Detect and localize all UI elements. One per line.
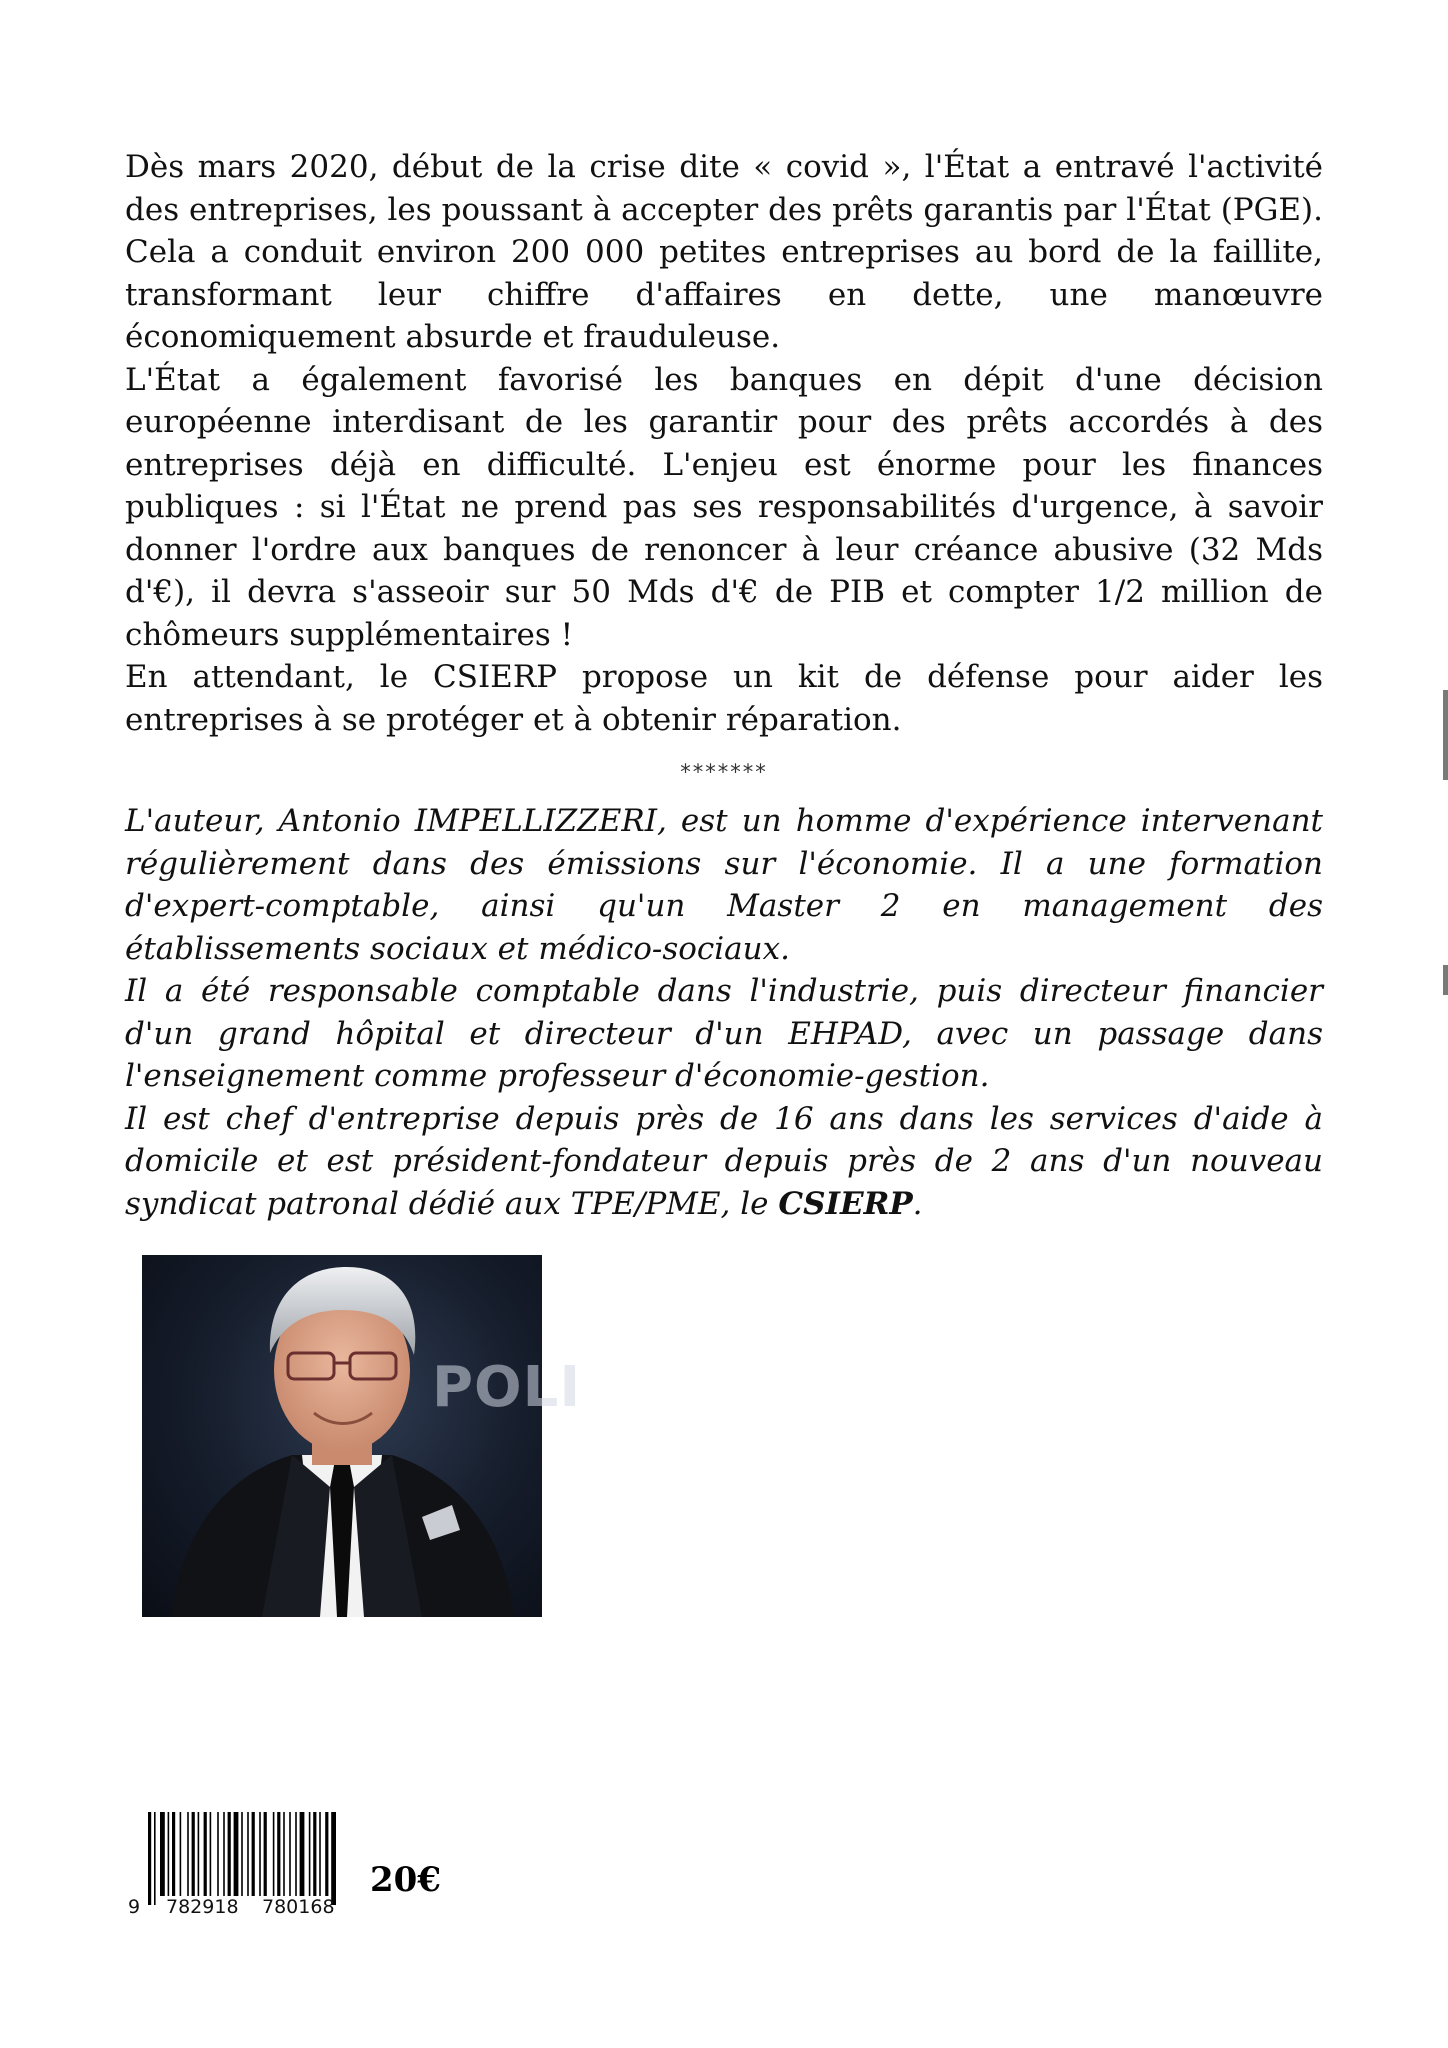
barcode-bar (313, 1812, 316, 1896)
summary-paragraph: Dès mars 2020, début de la crise dite « covid », l'État a entravé l'activité des entreprises, les poussant à accepter des prêts garantis par l'État (PGE). Cela a conduit environ 200 000 petites entreprises au bord de la faillite, transformant leur chiffre d'affaires en dette, une manœuvre économiquement absurde et frauduleuse. (125, 149, 1323, 355)
isbn-digit-first: 9 (128, 1896, 141, 1918)
isbn-digit-group: 780168 (262, 1896, 335, 1918)
edge-mark (1443, 965, 1448, 995)
barcode-bar (228, 1812, 231, 1896)
barcode-bar (198, 1812, 200, 1896)
author-photo (142, 1255, 582, 1617)
barcode-bar (192, 1812, 195, 1896)
barcode-bar (241, 1812, 243, 1896)
barcode-bar (204, 1812, 207, 1896)
isbn-digit-group: 782918 (166, 1896, 239, 1918)
barcode-bar (283, 1812, 285, 1896)
section-separator: ******* (680, 760, 768, 784)
barcode-bar (309, 1812, 311, 1896)
summary-paragraph: L'État a également favorisé les banques en dépit d'une décision européenne interdisant de les garantir pour des prêts accordés à des entreprises déjà en difficulté. L'enjeu est énorme pour les finances publiques : si l'État ne prend pas ses responsabilités d'urgence, à savoir donner l'ordre aux banques de renoncer à leur créance abusive (32 Mds d'€), il devra s'asseoir sur 50 Mds d'€ de PIB et compter 1/2 million de chômeurs supplémentaires ! (125, 361, 1323, 653)
barcode-bar (319, 1812, 321, 1896)
barcode-bar (252, 1812, 255, 1896)
summary-paragraph: En attendant, le CSIERP propose un kit de défense pour aider les entreprises à se protéger et à obtenir réparation. (125, 659, 1323, 738)
bio-text: Il est chef d'entreprise depuis près de 16 ans dans les services d'aide à domicile et est président-fondateur depuis près de 2 ans d'un nouveau syndicat patronal dédié aux TPE/PME, le (125, 1100, 1323, 1222)
barcode-bar (264, 1812, 267, 1896)
bio-text-end: . (912, 1185, 923, 1222)
barcode-bar (247, 1812, 249, 1896)
summary-text (125, 146, 1323, 741)
barcode-bar (187, 1812, 189, 1896)
author-portrait-illustration (142, 1255, 542, 1617)
barcode-bar (210, 1812, 212, 1896)
bio-paragraph: Il a été responsable comptable dans l'industrie, puis directeur financier d'un grand hôpital et directeur d'un EHPAD, avec un passage dans l'enseignement comme professeur d'économie-gestion. (125, 973, 1323, 1094)
barcode-bar (168, 1812, 170, 1896)
barcode-bar (234, 1812, 239, 1896)
barcode-bar (325, 1812, 328, 1896)
barcode-bar (154, 1812, 156, 1905)
organization-name: CSIERP (778, 1185, 913, 1222)
barcode-bar (331, 1812, 336, 1905)
bio-paragraph: L'auteur, Antonio IMPELLIZZERI, est un homme d'expérience intervenant régulièrement dans des émissions sur l'économie. Il a une formation d'expert-comptable, ainsi qu'un Master 2 en management des établissements sociaux et médico-sociaux. (125, 803, 1323, 967)
barcode-bar (300, 1812, 305, 1896)
price-label: 20€ (370, 1860, 441, 1900)
barcode-bar (289, 1812, 291, 1896)
barcode-bar (273, 1812, 275, 1896)
barcode-bar (223, 1812, 225, 1896)
barcode-bar (172, 1812, 175, 1896)
barcode-bar (217, 1812, 219, 1896)
barcode-bar (148, 1812, 151, 1905)
isbn-barcode (146, 1812, 356, 1905)
barcode-bar (295, 1812, 297, 1896)
bio-paragraph (125, 1098, 1323, 1226)
studio-backdrop-text: POLI (432, 1355, 582, 1420)
barcode-bar (277, 1812, 280, 1896)
author-bio (125, 800, 1323, 1225)
barcode-bar (180, 1812, 182, 1896)
barcode-bar (160, 1812, 165, 1896)
barcode-bar (259, 1812, 261, 1896)
barcode-bars (146, 1812, 356, 1905)
